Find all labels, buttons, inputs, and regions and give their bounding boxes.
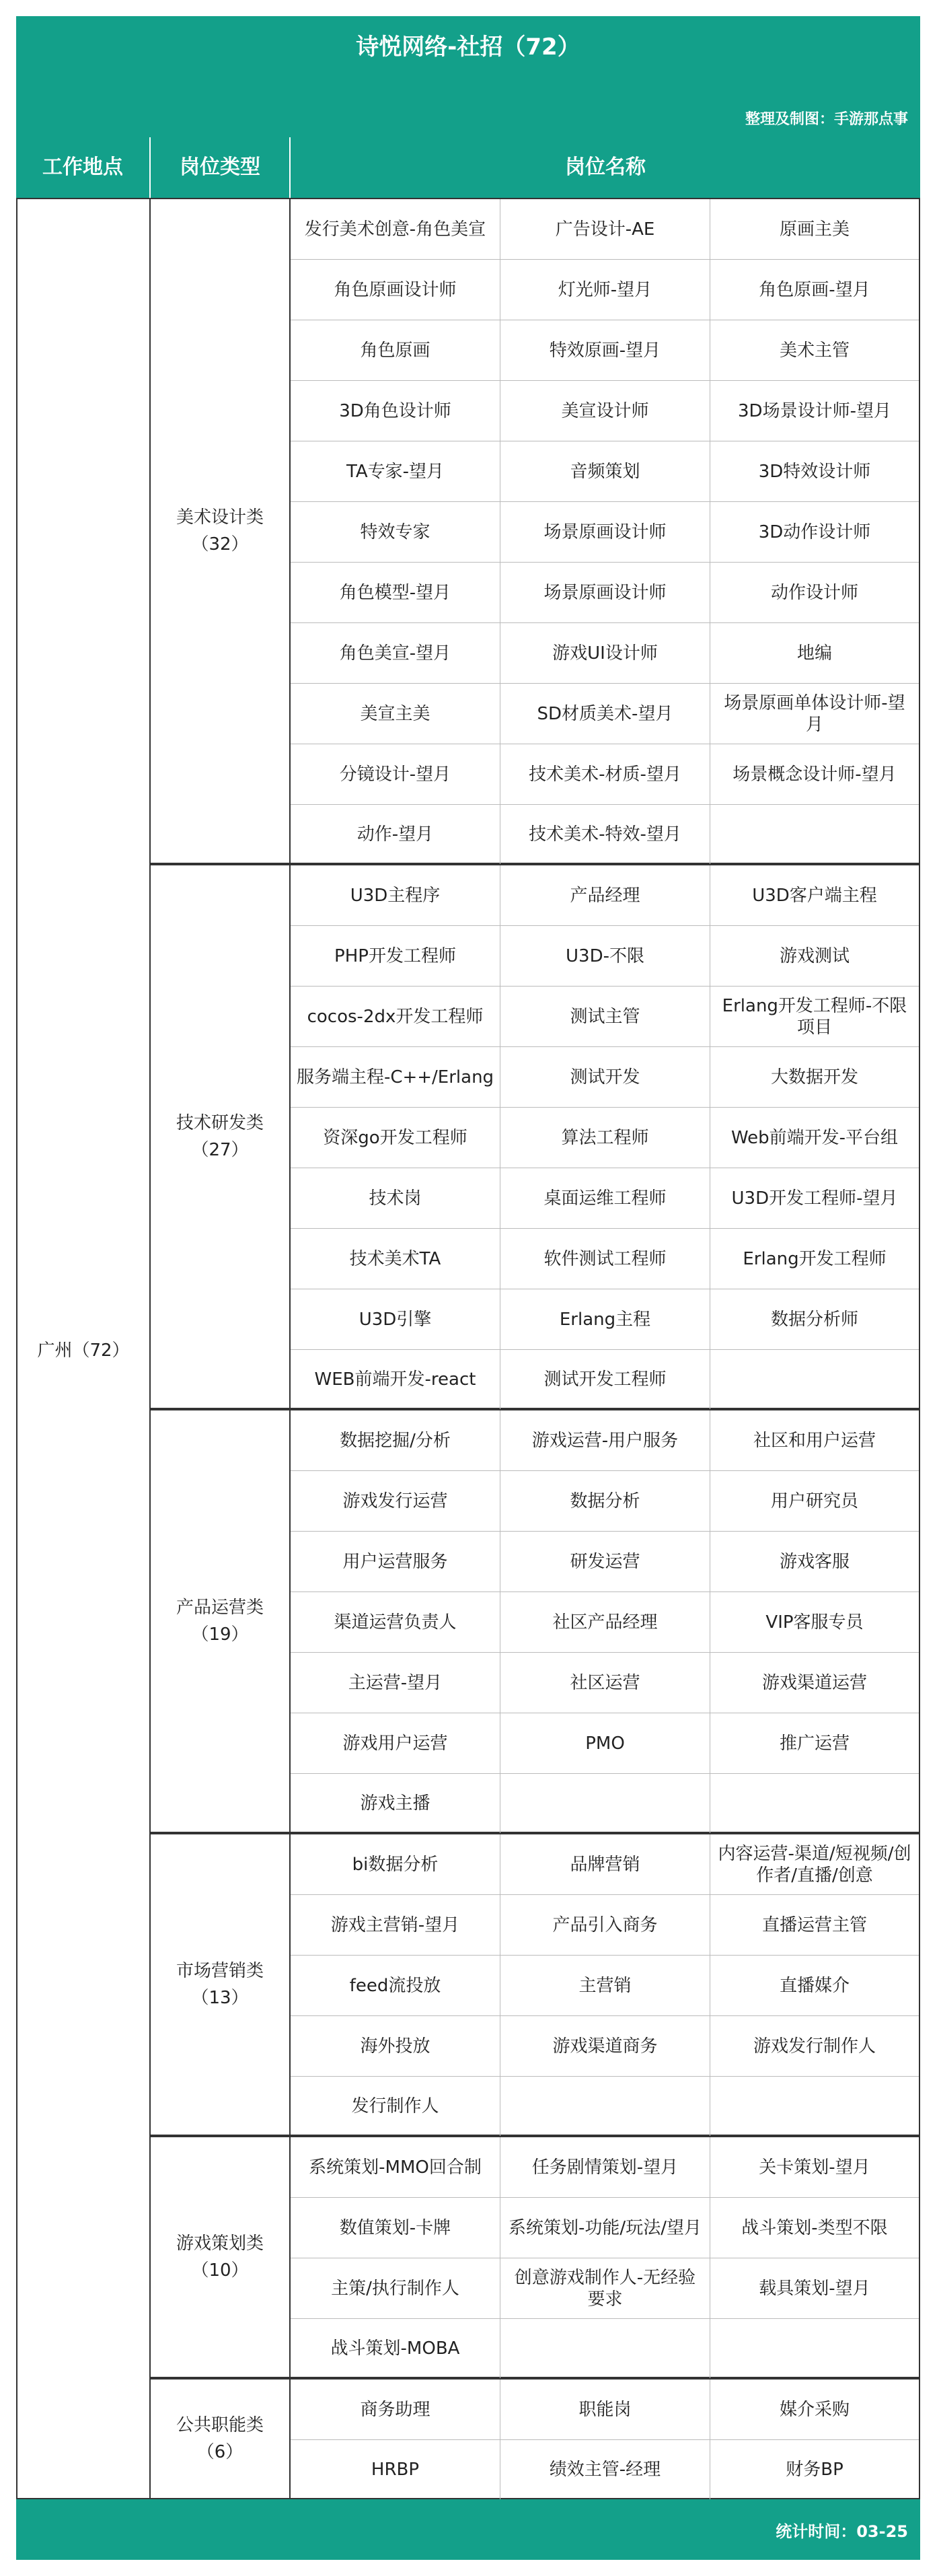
job-cell: HRBP: [291, 2440, 500, 2499]
job-cell: 技术美术-特效-望月: [500, 805, 710, 864]
job-cell: 数据分析: [500, 1471, 710, 1532]
job-cell: 海外投放: [291, 2016, 500, 2077]
job-cell: 系统策划-MMO回合制: [291, 2137, 500, 2198]
job-cell: 美宣设计师: [500, 381, 710, 441]
job-cell: 场景原画设计师: [500, 502, 710, 563]
job-cell: U3D开发工程师-望月: [710, 1168, 919, 1229]
job-cell: 角色模型-望月: [291, 563, 500, 623]
job-cell: 游戏主营销-望月: [291, 1895, 500, 1956]
job-cell: PHP开发工程师: [291, 926, 500, 987]
job-cell: 直播媒介: [710, 1956, 919, 2016]
jobs-block: [291, 864, 920, 1409]
job-cell: 动作-望月: [291, 805, 500, 864]
job-cell: 角色原画: [291, 320, 500, 381]
job-cell: 原画主美: [710, 199, 919, 260]
credit-strip: [16, 97, 920, 137]
category-cell: 市场营销类 （13）: [151, 1833, 291, 2136]
job-cell: 游戏渠道运营: [710, 1653, 919, 1713]
job-cell: 3D场景设计师-望月: [710, 381, 919, 441]
table-body: [16, 198, 920, 2499]
category-cell: 产品运营类 （19）: [151, 1409, 291, 1833]
job-cell: 数据分析师: [710, 1289, 919, 1350]
job-cell: 社区产品经理: [500, 1592, 710, 1653]
recruitment-table: [16, 16, 920, 2560]
job-cell: Erlang主程: [500, 1289, 710, 1350]
category-cell: 技术研发类 （27）: [151, 864, 291, 1409]
job-cell: 桌面运维工程师: [500, 1168, 710, 1229]
job-cell: 大数据开发: [710, 1047, 919, 1108]
job-cell: 游戏用户运营: [291, 1713, 500, 1774]
job-cell: [710, 2077, 919, 2136]
job-cell: 社区和用户运营: [710, 1410, 919, 1471]
title-bar: [16, 16, 920, 97]
job-cell: 场景原画设计师: [500, 563, 710, 623]
job-cell: 战斗策划-类型不限: [710, 2198, 919, 2258]
job-cell: 分镜设计-望月: [291, 744, 500, 805]
job-cell: 主运营-望月: [291, 1653, 500, 1713]
job-cell: 游戏客服: [710, 1532, 919, 1592]
job-cell: 渠道运营负责人: [291, 1592, 500, 1653]
job-cell: 美术主管: [710, 320, 919, 381]
job-cell: 游戏发行运营: [291, 1471, 500, 1532]
location-cell: 广州（72）: [16, 198, 151, 2499]
header-name: 岗位名称: [565, 155, 646, 179]
job-cell: Erlang开发工程师-不限项目: [710, 987, 919, 1047]
job-cell: 3D动作设计师: [710, 502, 919, 563]
job-cell: 广告设计-AE: [500, 199, 710, 260]
job-cell: 媒介采购: [710, 2380, 919, 2440]
job-cell: 职能岗: [500, 2380, 710, 2440]
job-cell: 品牌营销: [500, 1834, 710, 1895]
job-cell: 游戏运营-用户服务: [500, 1410, 710, 1471]
job-cell: [710, 1774, 919, 1833]
job-cell: 游戏测试: [710, 926, 919, 987]
job-cell: 特效原画-望月: [500, 320, 710, 381]
job-cell: 数值策划-卡牌: [291, 2198, 500, 2258]
jobs-block: [291, 1409, 920, 1833]
job-cell: 社区运营: [500, 1653, 710, 1713]
job-cell: 主营销: [500, 1956, 710, 2016]
job-cell: feed流投放: [291, 1956, 500, 2016]
job-cell: 游戏主播: [291, 1774, 500, 1833]
page-title: 诗悦网络-社招（72）: [356, 34, 580, 61]
job-cell: 任务剧情策划-望月: [500, 2137, 710, 2198]
job-cell: 算法工程师: [500, 1108, 710, 1168]
stat-time: 统计时间：03-25: [776, 2522, 908, 2541]
job-cell: 产品经理: [500, 865, 710, 926]
job-cell: PMO: [500, 1713, 710, 1774]
job-cell: Web前端开发-平台组: [710, 1108, 919, 1168]
job-cell: 创意游戏制作人-无经验要求: [500, 2258, 710, 2319]
job-cell: 内容运营-渠道/短视频/创作者/直播/创意: [710, 1834, 919, 1895]
job-cell: [500, 2077, 710, 2136]
job-cell: 载具策划-望月: [710, 2258, 919, 2319]
job-cell: 游戏渠道商务: [500, 2016, 710, 2077]
job-cell: 角色原画设计师: [291, 260, 500, 320]
jobs-block: [291, 2136, 920, 2378]
job-cell: bi数据分析: [291, 1834, 500, 1895]
job-cell: 软件测试工程师: [500, 1229, 710, 1289]
job-cell: 美宣主美: [291, 684, 500, 744]
job-cell: 特效专家: [291, 502, 500, 563]
job-cell: 技术岗: [291, 1168, 500, 1229]
job-cell: 推广运营: [710, 1713, 919, 1774]
job-cell: 系统策划-功能/玩法/望月: [500, 2198, 710, 2258]
header-location: 工作地点: [16, 137, 151, 198]
job-cell: 数据挖掘/分析: [291, 1410, 500, 1471]
job-cell: 产品引入商务: [500, 1895, 710, 1956]
job-cell: 用户研究员: [710, 1471, 919, 1532]
job-cell: U3D-不限: [500, 926, 710, 987]
job-cell: Erlang开发工程师: [710, 1229, 919, 1289]
job-cell: 关卡策划-望月: [710, 2137, 919, 2198]
job-cell: 角色美宣-望月: [291, 623, 500, 684]
job-cell: TA专家-望月: [291, 441, 500, 502]
credit-text: 整理及制图：手游那点事: [745, 111, 908, 128]
job-cell: 用户运营服务: [291, 1532, 500, 1592]
job-cell: [710, 805, 919, 864]
jobs-block: [291, 198, 920, 864]
job-cell: 商务助理: [291, 2380, 500, 2440]
job-cell: 服务端主程-C++/Erlang: [291, 1047, 500, 1108]
job-cell: 场景概念设计师-望月: [710, 744, 919, 805]
table-header: [16, 137, 920, 198]
job-cell: 发行制作人: [291, 2077, 500, 2136]
job-cell: 技术美术TA: [291, 1229, 500, 1289]
category-cell: 美术设计类 （32）: [151, 198, 291, 864]
job-cell: 直播运营主管: [710, 1895, 919, 1956]
job-cell: 测试开发工程师: [500, 1350, 710, 1409]
job-cell: U3D引擎: [291, 1289, 500, 1350]
job-cell: 音频策划: [500, 441, 710, 502]
job-cell: 角色原画-望月: [710, 260, 919, 320]
jobs-block: [291, 2378, 920, 2499]
job-cell: U3D客户端主程: [710, 865, 919, 926]
job-cell: 3D特效设计师: [710, 441, 919, 502]
job-cell: SD材质美术-望月: [500, 684, 710, 744]
footer-bar: [16, 2499, 920, 2560]
job-cell: 测试主管: [500, 987, 710, 1047]
job-cell: 发行美术创意-角色美宣: [291, 199, 500, 260]
job-cell: VIP客服专员: [710, 1592, 919, 1653]
job-cell: cocos-2dx开发工程师: [291, 987, 500, 1047]
job-cell: 游戏发行制作人: [710, 2016, 919, 2077]
job-cell: 地编: [710, 623, 919, 684]
job-cell: [500, 2319, 710, 2378]
job-cell: 3D角色设计师: [291, 381, 500, 441]
job-cell: 游戏UI设计师: [500, 623, 710, 684]
job-cell: 测试开发: [500, 1047, 710, 1108]
job-cell: 主策/执行制作人: [291, 2258, 500, 2319]
category-cell: 游戏策划类 （10）: [151, 2136, 291, 2378]
job-cell: 技术美术-材质-望月: [500, 744, 710, 805]
category-cell: 公共职能类 （6）: [151, 2378, 291, 2499]
job-cell: [500, 1774, 710, 1833]
job-cell: 绩效主管-经理: [500, 2440, 710, 2499]
job-cell: 财务BP: [786, 2460, 843, 2480]
job-cell: [710, 2319, 919, 2378]
header-category: 岗位类型: [151, 137, 291, 198]
job-cell: 资深go开发工程师: [291, 1108, 500, 1168]
job-cell: [710, 1350, 919, 1409]
job-cell: WEB前端开发-react: [291, 1350, 500, 1409]
job-cell: U3D主程序: [291, 865, 500, 926]
job-cell: 灯光师-望月: [500, 260, 710, 320]
job-cell: 动作设计师: [710, 563, 919, 623]
job-cell: 战斗策划-MOBA: [291, 2319, 500, 2378]
jobs-block: [291, 1833, 920, 2136]
job-cell: 场景原画单体设计师-望月: [710, 684, 919, 744]
job-cell: 研发运营: [500, 1532, 710, 1592]
